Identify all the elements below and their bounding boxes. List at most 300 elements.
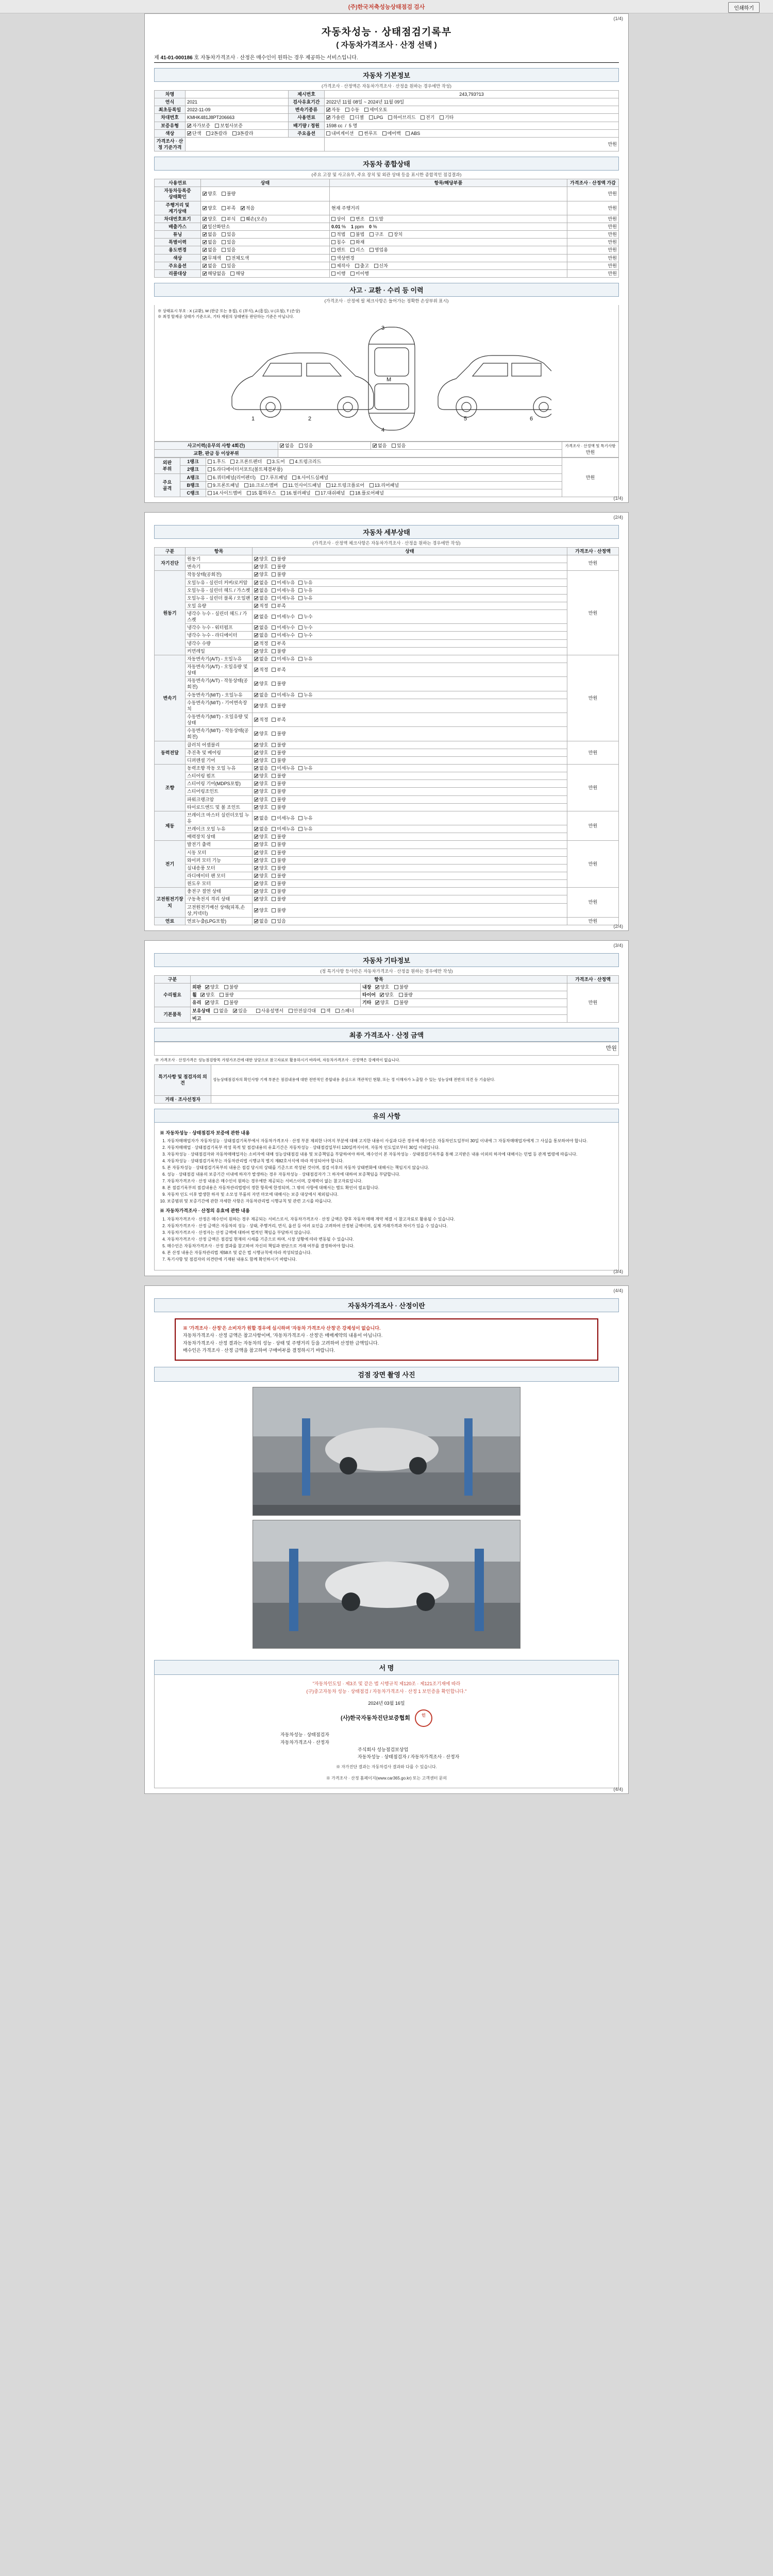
opt-vin-mod[interactable]: 변조 xyxy=(350,216,364,222)
opt-없음[interactable]: ✔ 없음 xyxy=(254,656,268,662)
checkbox[interactable] xyxy=(272,596,276,600)
opt-없음[interactable]: ✔ 없음 xyxy=(254,632,268,638)
opt-recall-done[interactable]: 이행 xyxy=(331,270,345,277)
opt-미세누유[interactable]: 미세누유 xyxy=(272,595,295,601)
opt-불량[interactable]: 불량 xyxy=(272,681,285,687)
checkbox[interactable] xyxy=(298,588,303,592)
opt-누유[interactable]: 누유 xyxy=(298,692,312,698)
checkbox[interactable] xyxy=(272,615,276,619)
checkbox[interactable] xyxy=(254,816,258,820)
opt-양호[interactable]: ✔ 양호 xyxy=(254,742,268,748)
checkbox[interactable] xyxy=(272,718,276,722)
opt-양호[interactable]: ✔ 양호 xyxy=(254,564,268,570)
page-number-4-bottom: (4/4) xyxy=(613,1787,623,1792)
checkbox[interactable] xyxy=(272,668,276,672)
opt-불량[interactable]: 불량 xyxy=(272,731,285,737)
opt-transmission-auto[interactable]: ✔ 자동 xyxy=(326,107,340,113)
opt-trunk-floor[interactable]: 12.트렁크플로어 xyxy=(326,482,365,488)
opt-warranty-ins[interactable]: 보험사보증 xyxy=(215,123,242,129)
opt-없음[interactable]: ✔ 없음 xyxy=(254,692,268,698)
opt-불량[interactable]: 불량 xyxy=(272,750,285,756)
opt-recall-na[interactable]: ✔ 해당없음 xyxy=(203,270,226,277)
checkbox[interactable] xyxy=(272,657,276,661)
opt-fuel-gasoline[interactable]: ✔ 가솔린 xyxy=(326,114,345,121)
opt-양호[interactable]: ✔ 양호 xyxy=(254,865,268,871)
checkbox[interactable] xyxy=(254,615,258,619)
opt-양호[interactable]: ✔ 양호 xyxy=(254,850,268,856)
opt-적정[interactable]: ✔적정 xyxy=(254,717,268,723)
checkbox[interactable] xyxy=(254,657,258,661)
cell-mileage-adj: 만원 xyxy=(567,201,619,215)
opt-양호[interactable]: ✔ 양호 xyxy=(254,757,268,764)
opt-vin-damage[interactable]: 훼손(오손) xyxy=(241,216,267,222)
checkbox[interactable] xyxy=(298,693,303,697)
opt-누유[interactable]: 누유 xyxy=(298,587,312,594)
opt-양호[interactable]: ✔ 양호 xyxy=(254,571,268,578)
opt-ext-bad[interactable]: 불량 xyxy=(224,984,238,990)
opt-불량[interactable]: 불량 xyxy=(272,757,285,764)
opt-누수[interactable]: 누수 xyxy=(298,624,312,631)
opt-mainopt-ship[interactable]: 출고 xyxy=(355,263,369,269)
opt-acc1-none[interactable]: ✔ 없음 xyxy=(280,443,294,449)
checkbox[interactable] xyxy=(254,827,258,831)
opt-int-good[interactable]: ✔ 양호 xyxy=(375,984,389,990)
opt-미세누수[interactable]: 미세누수 xyxy=(272,632,295,638)
opt-color-full[interactable]: 전체도색 xyxy=(226,255,249,261)
opt-양호[interactable]: ✔양호 xyxy=(254,907,268,913)
checkbox[interactable] xyxy=(298,827,303,831)
opt-int-bad[interactable]: 불량 xyxy=(394,984,408,990)
opt-tire-good[interactable]: ✔ 양호 xyxy=(380,992,394,998)
opt-hold-manual[interactable]: 사용설명서 xyxy=(256,1008,283,1014)
opt-hold-safety[interactable]: 안전삼각대 xyxy=(289,1008,316,1014)
checkbox[interactable] xyxy=(272,758,276,762)
opt-tuning-struct[interactable]: 구조 xyxy=(369,231,383,238)
checkbox[interactable] xyxy=(298,625,303,630)
opt-acc1-yes[interactable]: 있음 xyxy=(299,443,313,449)
opt-부족[interactable]: 부족 xyxy=(272,640,285,647)
opt-hold-none[interactable]: 없음 xyxy=(214,1008,228,1014)
opt-side-sill[interactable]: 8.사이드실패널 xyxy=(292,474,328,481)
opt-tuning-device[interactable]: 장치 xyxy=(389,231,402,238)
checkbox[interactable] xyxy=(254,668,258,672)
checkbox[interactable] xyxy=(254,782,258,786)
opt-불량[interactable]: 불량 xyxy=(272,703,285,709)
opt-warranty-self[interactable]: ✔ 자가보증 xyxy=(187,123,210,129)
opt-color-none[interactable]: ✔ 무채색 xyxy=(203,255,221,261)
opt-양호[interactable]: ✔ 양호 xyxy=(254,796,268,803)
opt-wheel-good[interactable]: ✔ 양호 xyxy=(200,992,214,998)
opt-미세누유[interactable]: 미세누유 xyxy=(272,826,295,832)
opt-vin-good[interactable]: ✔ 양호 xyxy=(203,216,216,222)
opt-양호[interactable]: ✔ 양호 xyxy=(254,888,268,894)
opt-ext-good[interactable]: ✔ 양호 xyxy=(205,984,219,990)
opt-wheel-bad[interactable]: 불량 xyxy=(220,992,233,998)
checkbox[interactable] xyxy=(254,565,258,569)
checkbox[interactable] xyxy=(254,588,258,592)
checkbox[interactable] xyxy=(254,581,258,585)
opt-hold-yes[interactable]: ✔ 있음 xyxy=(233,1008,247,1014)
checkbox[interactable] xyxy=(254,641,258,646)
opt-불량[interactable]: 불량 xyxy=(272,796,285,803)
checkbox[interactable] xyxy=(254,874,258,878)
opt-cross-member[interactable]: 10.크로스멤버 xyxy=(244,482,278,488)
opt-불량[interactable]: 불량 xyxy=(272,888,285,894)
cell-vin-adj: 만원 xyxy=(567,215,619,223)
checkbox[interactable] xyxy=(298,766,303,770)
opt-vin-erase[interactable]: 도말 xyxy=(369,216,383,222)
checkbox[interactable] xyxy=(254,766,258,770)
checkbox[interactable] xyxy=(298,615,303,619)
checkbox[interactable] xyxy=(254,625,258,630)
checkbox[interactable] xyxy=(254,858,258,862)
checkbox[interactable] xyxy=(254,919,258,923)
detail-item-state xyxy=(253,655,567,663)
checkbox[interactable] xyxy=(254,866,258,870)
opt-front-panel[interactable]: 9.프론트패널 xyxy=(208,482,239,488)
checkbox[interactable] xyxy=(272,641,276,646)
opt-없음[interactable]: ✔ 없음 xyxy=(254,918,268,924)
opt-recall-undone[interactable]: 미이행 xyxy=(350,270,369,277)
checkbox[interactable] xyxy=(272,851,276,855)
opt-em-co[interactable]: ✔ 일산화탄소 xyxy=(203,224,230,230)
checkbox[interactable] xyxy=(254,798,258,802)
opt-없음[interactable]: ✔ 없음 xyxy=(254,587,268,594)
opt-미세누수[interactable]: 미세누수 xyxy=(272,614,295,620)
checkbox[interactable] xyxy=(272,604,276,608)
detail-group-adjust: 만원 xyxy=(567,888,619,918)
opt-미세누유[interactable]: 미세누유 xyxy=(272,692,295,698)
opt-mileage-good[interactable]: ✔양호 xyxy=(203,205,216,211)
opt-mileage-over[interactable]: ✔ 적음 xyxy=(241,205,255,211)
checkbox[interactable] xyxy=(272,798,276,802)
checkbox[interactable] xyxy=(272,789,276,793)
opt-불량[interactable]: 불량 xyxy=(272,742,285,748)
detail-row xyxy=(155,864,619,872)
opt-부족[interactable]: 부족 xyxy=(272,717,285,723)
th-item: 항목/해당부품 xyxy=(330,179,567,187)
opt-양호[interactable]: ✔ 양호 xyxy=(254,841,268,848)
opt-tuning-illegal[interactable]: 불법 xyxy=(350,231,364,238)
checkbox[interactable] xyxy=(254,882,258,886)
opt-미세누유[interactable]: 미세누유 xyxy=(272,656,295,662)
opt-양호[interactable]: ✔ 양호 xyxy=(254,773,268,779)
topbar-title: (주)한국저축성능상태점검 검사 xyxy=(348,4,425,10)
opt-있음[interactable]: 있음 xyxy=(272,918,285,924)
opt-color-single[interactable]: ✔ 단색 xyxy=(187,130,201,137)
opt-use-yes[interactable]: 있음 xyxy=(222,247,236,253)
checkbox[interactable] xyxy=(272,581,276,585)
checkbox[interactable] xyxy=(254,758,258,762)
opt-use-biz[interactable]: 영업용 xyxy=(369,247,388,253)
opt-없음[interactable]: ✔ 없음 xyxy=(254,624,268,631)
checkbox[interactable] xyxy=(272,751,276,755)
opt-없음[interactable]: ✔없음 xyxy=(254,815,268,821)
opt-fuel-etc[interactable]: 기타 xyxy=(440,114,453,121)
checkbox[interactable] xyxy=(254,897,258,901)
checkbox[interactable] xyxy=(272,693,276,697)
checkbox[interactable] xyxy=(254,596,258,600)
opt-hold-spanner[interactable]: 스패너 xyxy=(335,1008,354,1014)
detail-row xyxy=(155,917,619,925)
opt-불량[interactable]: 불량 xyxy=(272,834,285,840)
checkbox[interactable] xyxy=(272,889,276,893)
checkbox[interactable] xyxy=(272,649,276,653)
checkbox[interactable] xyxy=(272,743,276,747)
opt-use-lease[interactable]: 리스 xyxy=(350,247,364,253)
opt-없음[interactable]: ✔ 없음 xyxy=(254,826,268,832)
opt-없음[interactable]: ✔ 없음 xyxy=(254,595,268,601)
opt-미세누유[interactable]: 미세누유 xyxy=(272,587,295,594)
opt-양호[interactable]: ✔ 양호 xyxy=(254,781,268,787)
checkbox[interactable] xyxy=(272,805,276,809)
opt-door[interactable]: 3.도어 xyxy=(267,459,285,465)
checkbox[interactable] xyxy=(272,866,276,870)
opt-sunroof[interactable]: 썬루프 xyxy=(359,130,377,137)
opt-양호[interactable]: ✔양호 xyxy=(254,703,268,709)
opt-regcert-good[interactable]: ✔양호 xyxy=(203,191,216,197)
opt-fuel-lpg[interactable]: LPG xyxy=(369,114,383,121)
checkbox[interactable] xyxy=(254,851,258,855)
checkbox[interactable] xyxy=(254,842,258,846)
checkbox[interactable] xyxy=(254,557,258,561)
cell-repair-tire: 타이어 ✔ 양호 불량 xyxy=(361,991,567,999)
checkbox[interactable] xyxy=(272,633,276,637)
other-row-repair-3 xyxy=(155,999,619,1007)
opt-양호[interactable]: ✔ 양호 xyxy=(254,880,268,887)
checkbox[interactable] xyxy=(298,581,303,585)
checkbox[interactable] xyxy=(272,882,276,886)
opt-use-rent[interactable]: 렌트 xyxy=(331,247,345,253)
checkbox[interactable] xyxy=(272,827,276,831)
opt-불량[interactable]: 불량 xyxy=(272,648,285,654)
checkbox[interactable] xyxy=(254,835,258,839)
opt-불량[interactable]: 불량 xyxy=(272,804,285,810)
opt-양호[interactable]: ✔ 양호 xyxy=(254,556,268,562)
checkbox[interactable] xyxy=(272,908,276,912)
opt-special-fire[interactable]: 화재 xyxy=(350,239,364,245)
opt-special-flood[interactable]: 침수 xyxy=(331,239,345,245)
opt-양호[interactable]: ✔ 양호 xyxy=(254,750,268,756)
opt-누유[interactable]: 누유 xyxy=(298,580,312,586)
checkbox[interactable] xyxy=(298,633,303,637)
opt-etc-good[interactable]: ✔ 양호 xyxy=(375,999,389,1006)
opt-누유[interactable]: 누유 xyxy=(298,815,312,821)
opt-불량[interactable]: 불량 xyxy=(272,841,285,848)
checkbox[interactable] xyxy=(272,816,276,820)
opt-적정[interactable]: ✔적정 xyxy=(254,667,268,673)
opt-fuel-diesel[interactable]: 디젤 xyxy=(350,114,364,121)
opt-fuel-ev[interactable]: 전기 xyxy=(421,114,434,121)
checkbox[interactable] xyxy=(272,572,276,577)
opt-누유[interactable]: 누유 xyxy=(298,595,312,601)
opt-미세누유[interactable]: 미세누유 xyxy=(272,580,295,586)
opt-radiator-support[interactable]: 5.라디에이터서포트(볼트체결부품) xyxy=(208,466,282,472)
opt-dash-panel[interactable]: 17.대쉬패널 xyxy=(315,490,345,496)
checkbox[interactable] xyxy=(298,596,303,600)
opt-미세누유[interactable]: 미세누유 xyxy=(272,765,295,771)
checkbox[interactable] xyxy=(254,693,258,697)
opt-color-two[interactable]: 2톤칼라 xyxy=(206,130,227,137)
opt-불량[interactable]: 불량 xyxy=(272,873,285,879)
checkbox[interactable] xyxy=(298,816,303,820)
opt-양호[interactable]: ✔ 양호 xyxy=(254,873,268,879)
opt-navi[interactable]: 내비게이션 xyxy=(326,130,354,137)
checkbox[interactable] xyxy=(272,842,276,846)
opt-mileage-low[interactable]: 부족 xyxy=(222,205,236,211)
opt-불량[interactable]: 불량 xyxy=(272,773,285,779)
opt-tuning-none[interactable]: ✔ 없음 xyxy=(203,231,216,238)
opt-양호[interactable]: ✔ 양호 xyxy=(254,857,268,863)
checkbox[interactable] xyxy=(272,874,276,878)
opt-color-changed[interactable]: 색상변경 xyxy=(331,255,355,261)
opt-special-yes[interactable]: 있음 xyxy=(222,239,236,245)
checkbox[interactable] xyxy=(272,682,276,686)
checkbox[interactable] xyxy=(272,588,276,592)
opt-acc2-yes[interactable]: 있음 xyxy=(392,443,406,449)
opt-tire-bad[interactable]: 불량 xyxy=(399,992,413,998)
opt-불량[interactable]: 불량 xyxy=(272,556,285,562)
checkbox[interactable] xyxy=(254,743,258,747)
opt-airbag[interactable]: 에어백 xyxy=(382,130,401,137)
opt-누유[interactable]: 누유 xyxy=(298,656,312,662)
opt-누수[interactable]: 누수 xyxy=(298,614,312,620)
opt-불량[interactable]: 불량 xyxy=(272,788,285,794)
opt-mainopt-yes[interactable]: 있음 xyxy=(222,263,236,269)
opt-mainopt-new[interactable]: 신차 xyxy=(374,263,388,269)
opt-trunk-lid[interactable]: 4.트렁크리드 xyxy=(290,459,321,465)
opt-부족[interactable]: 부족 xyxy=(272,667,285,673)
checkbox[interactable] xyxy=(254,774,258,778)
opt-pillar-panel[interactable]: 16.필러패널 xyxy=(281,490,310,496)
opt-abs[interactable]: ABS xyxy=(406,130,420,137)
checkbox[interactable] xyxy=(254,604,258,608)
checkbox[interactable] xyxy=(272,835,276,839)
opt-양호[interactable]: ✔ 양호 xyxy=(254,648,268,654)
checkbox[interactable] xyxy=(254,908,258,912)
opt-use-none[interactable]: ✔ 없음 xyxy=(203,247,216,253)
opt-없음[interactable]: ✔ 없음 xyxy=(254,765,268,771)
opt-미세누수[interactable]: 미세누수 xyxy=(272,624,295,631)
opt-transmission-manual[interactable]: 수동 xyxy=(345,107,359,113)
opt-불량[interactable]: 불량 xyxy=(272,865,285,871)
checkbox[interactable] xyxy=(254,633,258,637)
opt-inside-panel[interactable]: 11.인사이드패널 xyxy=(283,482,321,488)
opt-quarter-panel[interactable]: 6.쿼터패널(리어펜더) xyxy=(208,474,256,481)
opt-mainopt-maker[interactable]: 제작사 xyxy=(331,263,350,269)
opt-불량[interactable]: 불량 xyxy=(272,880,285,887)
opt-hood[interactable]: 1.후드 xyxy=(208,459,226,465)
opt-양호[interactable]: ✔양호 xyxy=(254,731,268,737)
checkbox[interactable] xyxy=(254,704,258,708)
checkbox[interactable] xyxy=(272,704,276,708)
opt-hold-jack[interactable]: 잭 xyxy=(321,1008,331,1014)
opt-부족[interactable]: 부족 xyxy=(272,603,285,609)
signature-title: 서 명 xyxy=(154,1660,619,1675)
opt-recall-yes[interactable]: 해당 xyxy=(230,270,244,277)
opt-양호[interactable]: ✔ 양호 xyxy=(254,804,268,810)
cell-repair-glass: 유리 ✔ 양호 불량 xyxy=(191,999,361,1007)
checkbox[interactable] xyxy=(272,766,276,770)
opt-side-member[interactable]: 14.사이드멤버 xyxy=(208,490,242,496)
opt-누수[interactable]: 누수 xyxy=(298,632,312,638)
opt-vin-rust[interactable]: 부식 xyxy=(222,216,236,222)
checkbox[interactable] xyxy=(272,897,276,901)
val-accident-adj: 만원 xyxy=(585,449,595,455)
opt-적정[interactable]: ✔ 적정 xyxy=(254,603,268,609)
opt-color-three[interactable]: 3톤칼라 xyxy=(232,130,254,137)
opt-누유[interactable]: 누유 xyxy=(298,765,312,771)
opt-tuning-yes[interactable]: 있음 xyxy=(222,231,236,238)
opt-없음[interactable]: ✔없음 xyxy=(254,614,268,620)
opt-glass-bad[interactable]: 불량 xyxy=(224,999,238,1006)
opt-양호[interactable]: ✔양호 xyxy=(254,681,268,687)
opt-양호[interactable]: ✔ 양호 xyxy=(254,896,268,902)
opt-불량[interactable]: 불량 xyxy=(272,571,285,578)
detail-row xyxy=(155,780,619,788)
checkbox[interactable] xyxy=(254,718,258,722)
opt-불량[interactable]: 불량 xyxy=(272,850,285,856)
opt-불량[interactable]: 불량 xyxy=(272,564,285,570)
opt-floor-panel[interactable]: 18.플로어패널 xyxy=(350,490,384,496)
opt-없음[interactable]: ✔ 없음 xyxy=(254,580,268,586)
opt-양호[interactable]: ✔ 양호 xyxy=(254,788,268,794)
cell-inspection-period: 2022년 11월 08일 ~ 2024년 11월 09일 xyxy=(325,98,619,106)
checkbox[interactable] xyxy=(254,732,258,736)
checkbox[interactable] xyxy=(272,774,276,778)
checkbox[interactable] xyxy=(254,889,258,893)
checkbox[interactable] xyxy=(298,657,303,661)
checkbox[interactable] xyxy=(272,625,276,630)
opt-mainopt-none[interactable]: ✔ 없음 xyxy=(203,263,216,269)
opt-etc-bad[interactable]: 불량 xyxy=(394,999,408,1006)
opt-불량[interactable]: 불량 xyxy=(272,781,285,787)
opt-wheel-house[interactable]: 15.휠하우스 xyxy=(247,490,276,496)
checkbox[interactable] xyxy=(272,565,276,569)
checkbox[interactable] xyxy=(272,858,276,862)
opt-regcert-bad[interactable]: 불량 xyxy=(222,191,236,197)
opt-vin-diff[interactable]: 상이 xyxy=(331,216,345,222)
opt-special-none[interactable]: ✔ 없음 xyxy=(203,239,216,245)
opt-미세누유[interactable]: 미세누유 xyxy=(272,815,295,821)
opt-fuel-hybrid[interactable]: 하이브리드 xyxy=(388,114,415,121)
opt-front-fender[interactable]: 2.프론트펜더 xyxy=(230,459,262,465)
opt-불량[interactable]: 불량 xyxy=(272,907,285,913)
checkbox[interactable] xyxy=(272,919,276,923)
checkbox[interactable] xyxy=(272,732,276,736)
opt-불량[interactable]: 불량 xyxy=(272,896,285,902)
opt-glass-good[interactable]: ✔ 양호 xyxy=(205,999,219,1006)
checkbox[interactable] xyxy=(272,557,276,561)
opt-transmission-cvt[interactable]: 세미오토 xyxy=(364,107,388,113)
opt-누유[interactable]: 누유 xyxy=(298,826,312,832)
checkbox[interactable] xyxy=(272,782,276,786)
checkbox[interactable] xyxy=(254,751,258,755)
opt-tuning-legal[interactable]: 적법 xyxy=(331,231,345,238)
checkbox[interactable] xyxy=(254,649,258,653)
opt-rear-panel[interactable]: 13.리어패널 xyxy=(369,482,399,488)
opt-roof-panel[interactable]: 7.루프패널 xyxy=(261,474,288,481)
checkbox[interactable] xyxy=(254,682,258,686)
checkbox[interactable] xyxy=(254,805,258,809)
opt-적정[interactable]: ✔ 적정 xyxy=(254,640,268,647)
checkbox[interactable] xyxy=(254,572,258,577)
opt-acc2-none[interactable]: ✔ 없음 xyxy=(373,443,386,449)
opt-불량[interactable]: 불량 xyxy=(272,857,285,863)
opt-양호[interactable]: ✔ 양호 xyxy=(254,834,268,840)
print-button[interactable]: 인쇄하기 xyxy=(728,2,760,13)
checkbox[interactable] xyxy=(254,789,258,793)
